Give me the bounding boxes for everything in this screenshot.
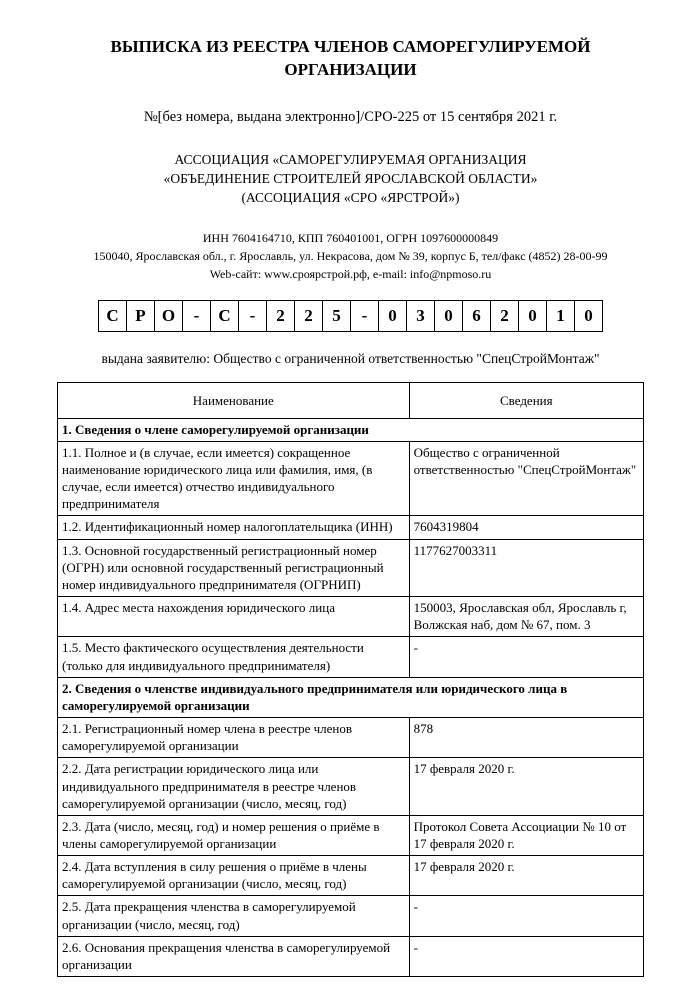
- document-number-line: №[без номера, выдана электронно]/СРО-225 от 15 сентября 2021 г.: [143, 108, 558, 125]
- row-name: 1.3. Основной государственный регистрационный номер (ОГРН) или основной государственный регистрационный номер индивидуального предпринимателя (ОГРНИП): [58, 539, 410, 596]
- issued-to-line: выдана заявителю: Общество с ограниченной ответственностью "СпецСтройМонтаж": [101, 350, 600, 366]
- document-title: ВЫПИСКА ИЗ РЕЕСТРА ЧЛЕНОВ САМОРЕГУЛИРУЕМОЙ ОРГАНИЗАЦИИ: [110, 37, 591, 79]
- table-row: [58, 516, 644, 539]
- table-row: [58, 815, 644, 855]
- table-row: [58, 637, 644, 677]
- row-name: 1.4. Адрес места нахождения юридического лица: [58, 597, 410, 637]
- column-header-name: Наименование: [58, 382, 410, 418]
- column-header-value: Сведения: [409, 382, 643, 418]
- registry-table: [57, 382, 644, 978]
- registration-code: [57, 300, 644, 332]
- row-value: 17 февраля 2020 г.: [409, 758, 643, 815]
- reg-code-cell: -: [350, 300, 379, 332]
- reg-code-cell: 2: [294, 300, 323, 332]
- row-name: 1.5. Место фактического осуществления деятельности (только для индивидуального предпринимателя): [58, 637, 410, 677]
- row-value: Общество с ограниченной ответственностью "СпецСтройМонтаж": [409, 441, 643, 516]
- section-2-title: 2. Сведения о членстве индивидуального предпринимателя или юридического лица в саморегулируемой организации: [58, 677, 644, 717]
- reg-code-cell: 0: [518, 300, 547, 332]
- table-row: [58, 896, 644, 936]
- section-1-header-row: [58, 418, 644, 441]
- row-name: 2.3. Дата (число, месяц, год) и номер решения о приёме в члены саморегулируемой организации: [58, 815, 410, 855]
- organization-contact-block: [57, 229, 644, 283]
- row-value: -: [409, 637, 643, 677]
- row-value: 7604319804: [409, 516, 643, 539]
- table-row: [58, 856, 644, 896]
- row-value: 878: [409, 718, 643, 758]
- reg-code-cell: Р: [126, 300, 155, 332]
- table-row: [58, 539, 644, 596]
- row-value: -: [409, 936, 643, 976]
- row-value: 17 февраля 2020 г.: [409, 856, 643, 896]
- table-row: [58, 597, 644, 637]
- reg-code-cell: 6: [462, 300, 491, 332]
- reg-code-cell: 2: [266, 300, 295, 332]
- org-inn-kpp-ogrn-line: ИНН 7604164710, КПП 760401001, ОГРН 1097600000849: [202, 230, 499, 245]
- table-row: [58, 441, 644, 516]
- row-value: 150003, Ярославская обл, Ярославль г, Волжская наб, дом № 67, пом. 3: [409, 597, 643, 637]
- reg-code-cell: 5: [322, 300, 351, 332]
- organization-name-block: [57, 151, 644, 208]
- table-header-row: [58, 382, 644, 418]
- org-address-phone-line: 150040, Ярославская обл., г. Ярославль, ул. Некрасова, дом № 39, корпус Б, тел/факс (4852) 28-00-99: [93, 248, 608, 263]
- row-name: 1.1. Полное и (в случае, если имеется) сокращенное наименование юридического лица или фамилия, имя, (в случае, если имеется) отчество индивидуального предпринимателя: [58, 441, 410, 516]
- reg-code-cell: -: [238, 300, 267, 332]
- row-name: 2.5. Дата прекращения членства в саморегулируемой организации (число, месяц, год): [58, 896, 410, 936]
- section-2-header-row: [58, 677, 644, 717]
- row-value: -: [409, 896, 643, 936]
- section-1-title: 1. Сведения о члене саморегулируемой организации: [58, 418, 644, 441]
- reg-code-cell: 2: [490, 300, 519, 332]
- row-name: 2.6. Основания прекращения членства в саморегулируемой организации: [58, 936, 410, 976]
- row-name: 2.1. Регистрационный номер члена в реестре членов саморегулируемой организации: [58, 718, 410, 758]
- reg-code-cell: -: [182, 300, 211, 332]
- reg-code-cell: 0: [574, 300, 603, 332]
- organization-name-line: (АССОЦИАЦИЯ «СРО «ЯРСТРОЙ»): [241, 189, 460, 205]
- reg-code-cell: С: [210, 300, 239, 332]
- reg-code-cell: С: [98, 300, 127, 332]
- organization-name-line: АССОЦИАЦИЯ «САМОРЕГУЛИРУЕМАЯ ОРГАНИЗАЦИЯ: [174, 151, 527, 167]
- reg-code-cell: 0: [434, 300, 463, 332]
- table-row: [58, 758, 644, 815]
- row-name: 2.2. Дата регистрации юридического лица или индивидуального предпринимателя в реестре членов саморегулируемой организации (число, месяц, год): [58, 758, 410, 815]
- table-row: [58, 936, 644, 976]
- reg-code-cell: 3: [406, 300, 435, 332]
- row-value: Протокол Совета Ассоциации № 10 от 17 февраля 2020 г.: [409, 815, 643, 855]
- reg-code-cell: 0: [378, 300, 407, 332]
- org-website-email-line: Web-сайт: www.сроярстрой.рф, e-mail: info@npmoso.ru: [209, 266, 492, 281]
- table-row: [58, 718, 644, 758]
- row-value: 1177627003311: [409, 539, 643, 596]
- row-name: 1.2. Идентификационный номер налогоплательщика (ИНН): [58, 516, 410, 539]
- reg-code-cell: 1: [546, 300, 575, 332]
- row-name: 2.4. Дата вступления в силу решения о приёме в члены саморегулируемой организации (число, месяц, год): [58, 856, 410, 896]
- organization-name-line: «ОБЪЕДИНЕНИЕ СТРОИТЕЛЕЙ ЯРОСЛАВСКОЙ ОБЛАСТИ»: [163, 170, 538, 186]
- reg-code-cell: О: [154, 300, 183, 332]
